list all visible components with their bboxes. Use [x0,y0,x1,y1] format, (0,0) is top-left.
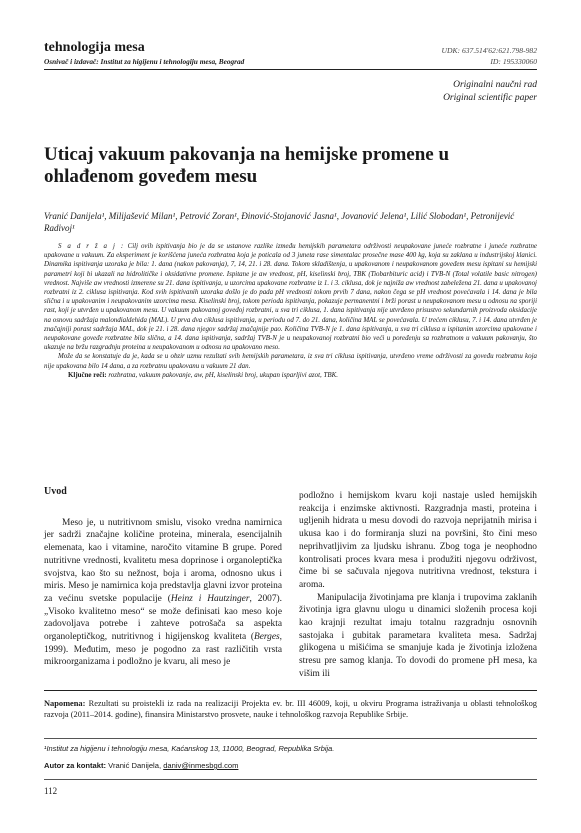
abstract-label: S a d r ž a j : [58,242,125,250]
author-list: Vranić Danijela¹, Milijašević Milan¹, Petrović Zoran¹, Đinović-Stojanović Jasna¹, Jovanović Jelena¹, Lilić Slobodan¹, Petronijević Radivoj¹ [44,211,515,233]
contact-label: Autor za kontakt: [44,761,107,770]
journal-name: tehnologija mesa [44,40,145,55]
right-column [299,490,537,681]
keywords-text: rozbratna, vakuum pakovanje, aw, pH, kiselinski broj, ukupan isparljivi azot, TBK. [108,370,338,379]
footer-rule [44,779,537,780]
header-rule [44,69,537,70]
body-text: , 2007). „Visoko kvalitetno meso“ se može definisati kao meso koje zadovoljava potrebe i zahteve potrošača sa aspekta organoleptičkog, nutritivnog i higijenskog kvaliteta ( [44,593,282,643]
body-text: , 1999). Međutim, meso je pogodno za rast različitih vrsta mikroorganizama i podložno je kvaru, ali meso je [44,632,282,668]
abstract-paragraph-1 [44,242,537,352]
left-column [44,486,282,669]
abstract-paragraph-2: Može da se konstatuje da je, kada se u obzir uzmu rezultati svih hemijskih parametara, iz sva tri ciklusa ispitivanja, utvrđeno vreme održivosti za goveđu rozbratnu koja nije upakovana bilo 14 dana, a za rozbratnu upakovanu u vakuum 21 dan. [44,352,537,370]
note-text: Rezultati su proistekli iz rada na realizaciji Projekta ev. br. III 46009, koji, u okviru Programa istraživanja u oblasti tehnološkog razvoja (2011–2014. godine), finansira Ministarstvo prosvete, nauke i tehnološkog razvoja Republike Srbije. [44,699,537,719]
affiliation: ¹Institut za higijenu i tehnologiju mesa, Kaćanskog 13, 11000, Beograd, Republika Srbija. [44,744,335,753]
abstract-text-1: Cilj ovih ispitivanja bio je da se ustanove razlike između hemijskih parametara održivosti neupakovane juneće rozbratne i juneće rozbratne upakovane u vakuum. Za eksperiment je korišćena juneća rozbratna koja je poticala od 3 juneta rase simentalac prosečne mase 400 kg, koja su zaklana u industrijskoj klanici. Dinamika ispitivanja uzoraka je bila: 1. dana (nakon pakovanja), 7, 14, 21. i 28. dana. Tokom skladištenja, u upakovanom i neupakovanom goveđem mesu ispitani su hemijski parametri koji bi ukazali na hidrolitičke i oksidativne promene. Ispitane je aw vrednost, pH, kiselinski broj, TBK (Tiobarbituric acid) i TVB-N (Total volatile basic nitrogen) vrednost. Najviše aw vrednosti izmerene su 21. dana ispitivanja, u uzorcima upakovane rozbratne iz 1. i 3. ciklusa, dok je najniža aw vrednost zabeležena 21. dana u upakovanoj rozbratni iz 2. ciklusa ispitivanja. Kod svih ispitivanih uzoraka došlo je do pada pH vrednosti tokom prvih 7 dana, nakon čega se pH vrednost povećavala i 14. dana je bila slična i u upakovanim i neupakovanim uzorcima mesa. Kiselinski broj, tokom perioda ispitivanja, pokazuje permanentni i brži porast u neupakovanom mesu u odnosu na sporiji rast, koji je utvrđen u upakovanom mesu. U vakuum pakovanoj goveđoj rozbratni, u sva tri ciklusa, 1. dana ispitivanja nije utvrđeno prisustvo sekundarnih proizvoda oksidacije na osnovu sadržaja malondialdehida (MAL). U prva dva ciklusa ispitivanja, u periodu od 7. do 21. dana, količina MAL se povećavala. U trećem ciklusu, 7. i 14. dana utvrđen je značajniji porast sadržaja MAL, dok je 21. i 28. dana njegov sadržaj značajnije pao. Količina TVB-N je 1. dana ispitivanja, u sva tri ciklusa u ispitanim uzorcima upakovane i neupakovane goveđe rozbratne bila slična, a 14. dana ispitivanja, sadržaj TVB-N je u neupakovanoj rozbratni bio veći u poređenju sa rozbratnom u vakuum pakovanju, što ukazuje na bržu razgradnju proteina u neupakovanom u odnosu na upakovano meso. [44,242,538,352]
abstract [44,242,537,380]
keywords-label: Ključne reči: [68,370,107,379]
funding-note [44,698,537,720]
contact-email-link[interactable]: daniv@inmesbgd.com [163,761,239,770]
affiliation-rule [44,738,537,739]
body-paragraph-1 [44,517,282,669]
contact-name: Vranić Danijela, [108,761,162,770]
keywords [44,371,537,380]
udk-code: UDK: 637.514'62:621.798-982 [441,46,537,55]
publisher-line: Osnivač i izdavač: Institut za higijenu i tehnologiju mesa, Beograd [44,57,245,66]
citation-berges: Berges [253,632,280,643]
citation-heinz: Heinz i Hautzinger [170,593,250,604]
body-text: Meso je, u nutritivnom smislu, visoko vredna namirnica jer sadrži značajne količine proteina, minerala, esencijalnih elemenata, kao i vitamine, naročito vitamine B grupe. Pored nutritivne vrednosti, kvalitetu mesa doprinose i organoleptička svojstva, kao što su nežnost, boja i aroma, odnosno ukus i miris. Meso je namirnica koja predstavlja glavni izvor proteina za većinu svetske populacije ( [44,517,282,604]
body-paragraph-3: Manipulacija životinjama pre klanja i trupovima zaklanih životinja igra glavnu ulogu u dinamici složenih procesa koji kao krajnji rezultat imaju totalnu razgradnju osnovnih sastojaka i gubitak parametara kvaliteta mesa. Sadržaj glikogena u mišićima se smanjuje kada je životinja izložena stresu pre samog klanja. To dovodi do promene pH mesa, ka višim ili [299,592,537,679]
note-label: Napomena: [44,699,86,708]
page-number: 112 [44,786,58,796]
section-heading-uvod: Uvod [44,486,67,497]
paper-type-local: Originalni naučni rad [453,80,537,90]
id-code: ID: 195330060 [490,57,537,66]
contact-author [44,761,238,770]
footnote-rule [44,690,537,691]
paper-title: Uticaj vakuum pakovanja na hemijske promene u ohlađenom goveđem mesu [44,144,450,187]
body-paragraph-2: podložno i hemijskom kvaru koji nastaje usled hemijskih reakcija i enzimske aktivnosti. Razgradnja masti, proteina i ugljenih hidrata u mesu dovodi do razvoja neprijatnih mirisa i ukusa kao i do formiranja sluzi na površini, što čini meso neprihvatljivim za ljudsku ishranu. Zbog toga je neophodno kontrolisati proces kvara mesa i produžiti njegovu održivost, čime bi se sačuvala njegova nutritivna vrednost, tekstura i aroma. [299,491,537,590]
paper-type-english: Original scientific paper [443,93,537,103]
